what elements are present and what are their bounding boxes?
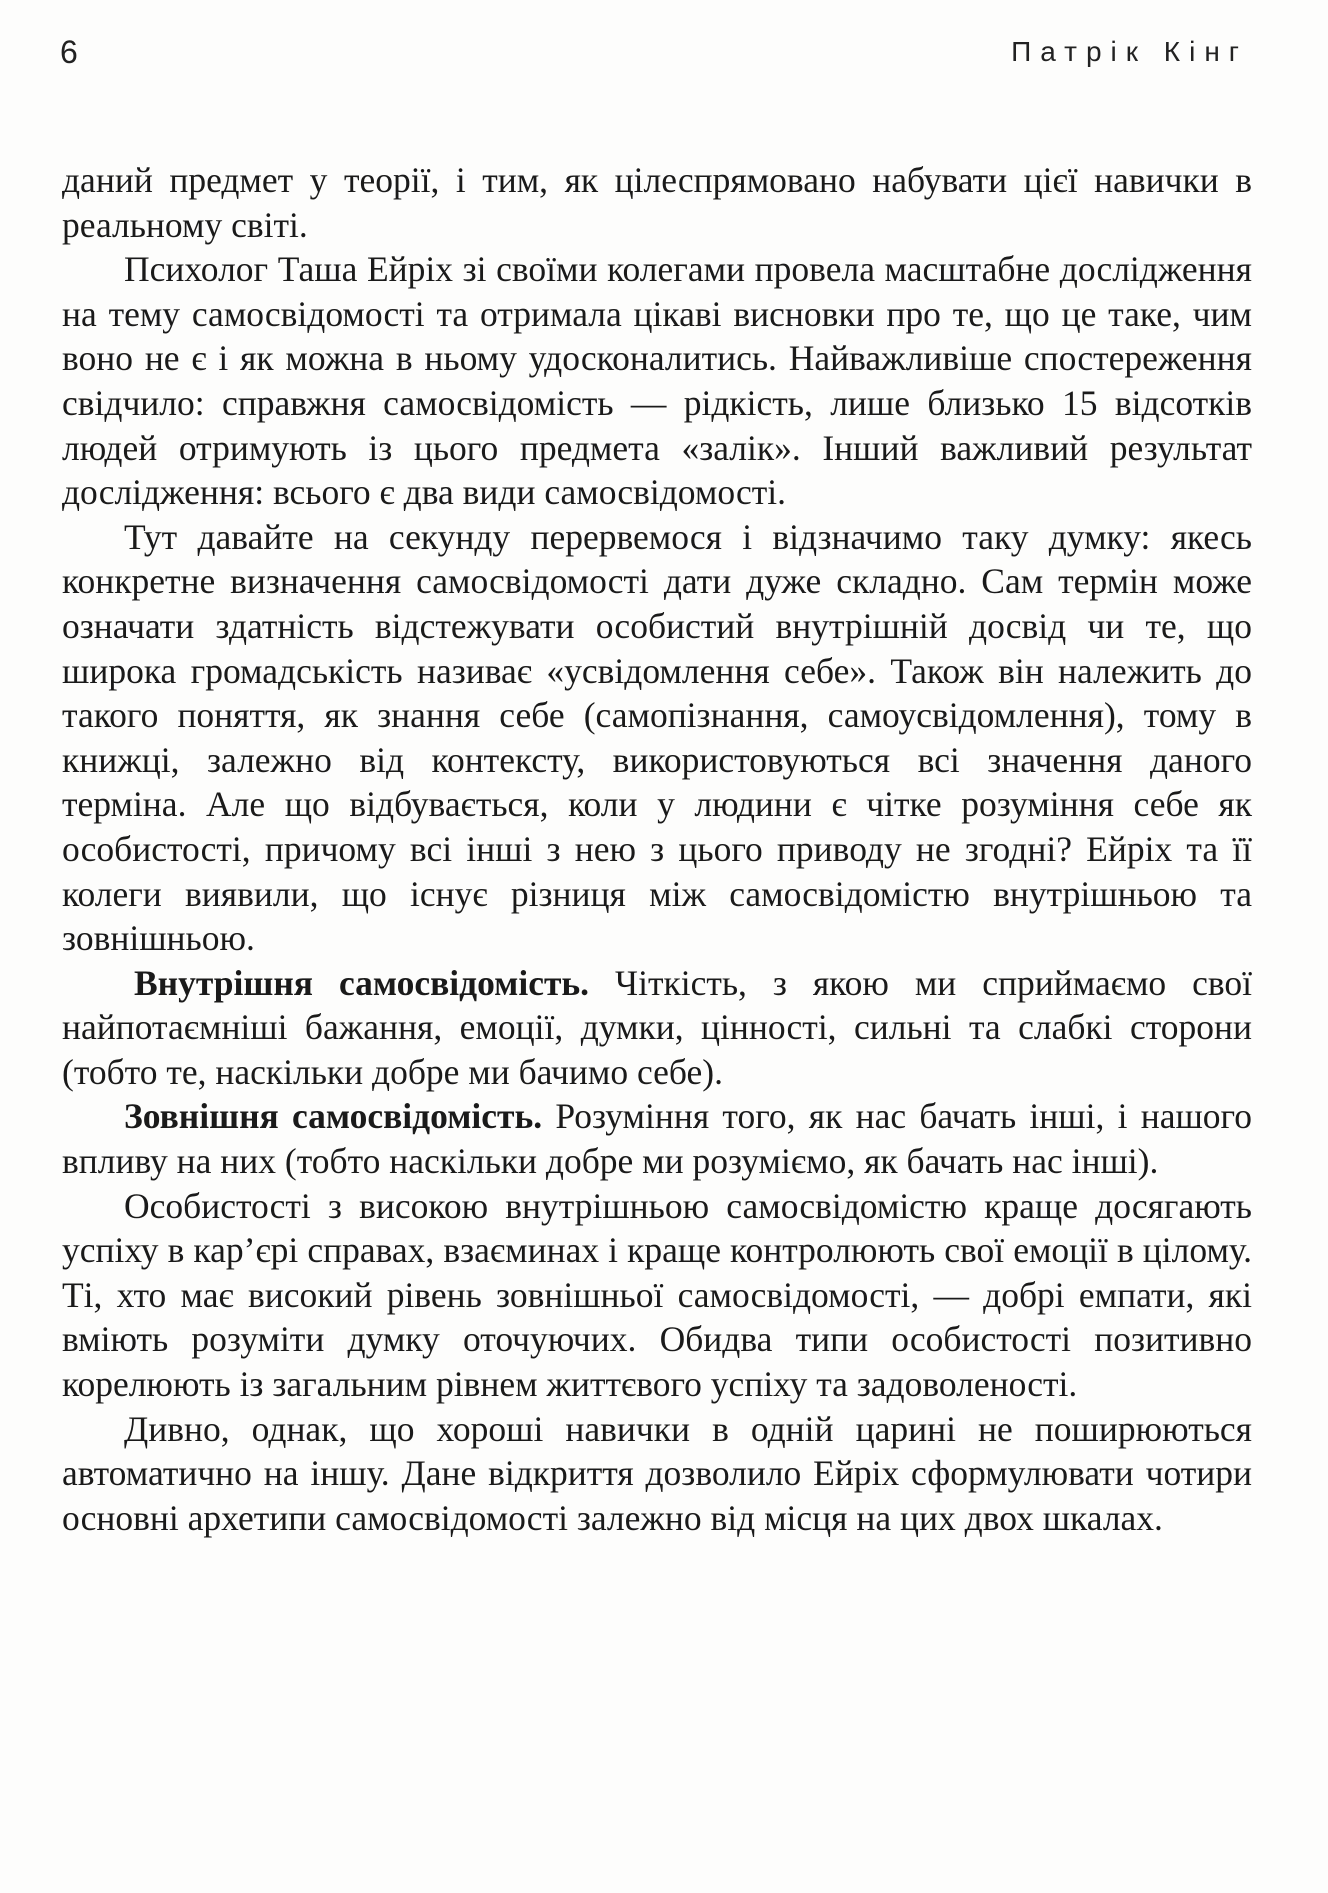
paragraph-2 <box>62 247 1252 515</box>
term-inner-awareness: Внутрішня самосвідомість. <box>134 962 590 1003</box>
paragraph-2-text: Психолог Таша Ейріх зі своїми колегами провела масштабне дослідження на тему самосвідомості та отримала цікаві висновки про те, що це таке, чим воно не є і як можна в ньому удосконалитись. Найважливіше спостереження свідчило: справжня самосвідомість — рідкість, лише близько 15 відсотків людей отримують із цього предмета «залік». Інший важливий результат дослідження: всього є два види самосвідомості. <box>62 249 1252 513</box>
paragraph-inner-awareness <box>62 961 1252 1095</box>
paragraph-3-text: Тут давайте на секунду перервемося і відзначимо таку думку: якесь конкретне визначення самосвідомості дати дуже складно. Сам термін може означати здатність відстежувати особистий внутрішній досвід чи те, що широка громадськість називає «усвідомлення себе». Також він належить до такого поняття, як знання себе (самопізнання, самоусвідомлення), тому в книжці, залежно від контексту, використовуються всі значення даного терміна. Але що відбувається, коли у людини є чітке розуміння себе як особистості, причому всі інші з нею з цього приводу не згодні? Ейріх та її колеги виявили, що існує різниця між самосвідомістю внутрішньою та зовнішньою. <box>62 516 1252 959</box>
body-text <box>62 158 1252 1540</box>
definition-inner-awareness: Чіткість, з якою ми сприймаємо свої найпотаємніші бажання, емоції, думки, цінності, сильні та слабкі сторони (тобто те, наскільки добре ми бачимо себе). <box>62 962 1252 1092</box>
paragraph-1 <box>62 158 1252 247</box>
term-outer-awareness: Зовнішня самосвідомість. <box>124 1096 543 1137</box>
paragraph-7 <box>62 1407 1252 1541</box>
paragraph-1-text: даний предмет у теорії, і тим, як цілеспрямовано набувати цієї навички в реальному світі. <box>62 160 1252 245</box>
paragraph-outer-awareness <box>62 1094 1252 1183</box>
paragraph-3 <box>62 515 1252 961</box>
definition-outer-awareness: Розуміння того, як нас бачать інші, і нашого впливу на них (тобто наскільки добре ми розуміємо, як бачать нас інші). <box>62 1096 1252 1182</box>
paragraph-6 <box>62 1184 1252 1407</box>
page-number: 6 <box>60 34 78 70</box>
page-header <box>60 34 1248 82</box>
paragraph-6-text: Особистості з високою внутрішньою самосвідомістю краще досягають успіху в кар’єрі справах, взаєминах і краще контролюють свої емоції в цілому. Ті, хто має високий рівень зовнішньої самосвідомості, — добрі емпати, які вміють розуміти думку оточуючих. Обидва типи особистості позитивно корелюють із загальним рівнем життєвого успіху та задоволеності. <box>62 1185 1252 1405</box>
paragraph-7-text: Дивно, однак, що хороші навички в одній царині не поширюються автоматично на іншу. Дане відкриття дозволило Ейріх сформулювати чотири основні архетипи самосвідомості залежно від місця на цих двох шкалах. <box>62 1408 1252 1538</box>
running-head-author: Патрік Кінг <box>1011 36 1248 67</box>
